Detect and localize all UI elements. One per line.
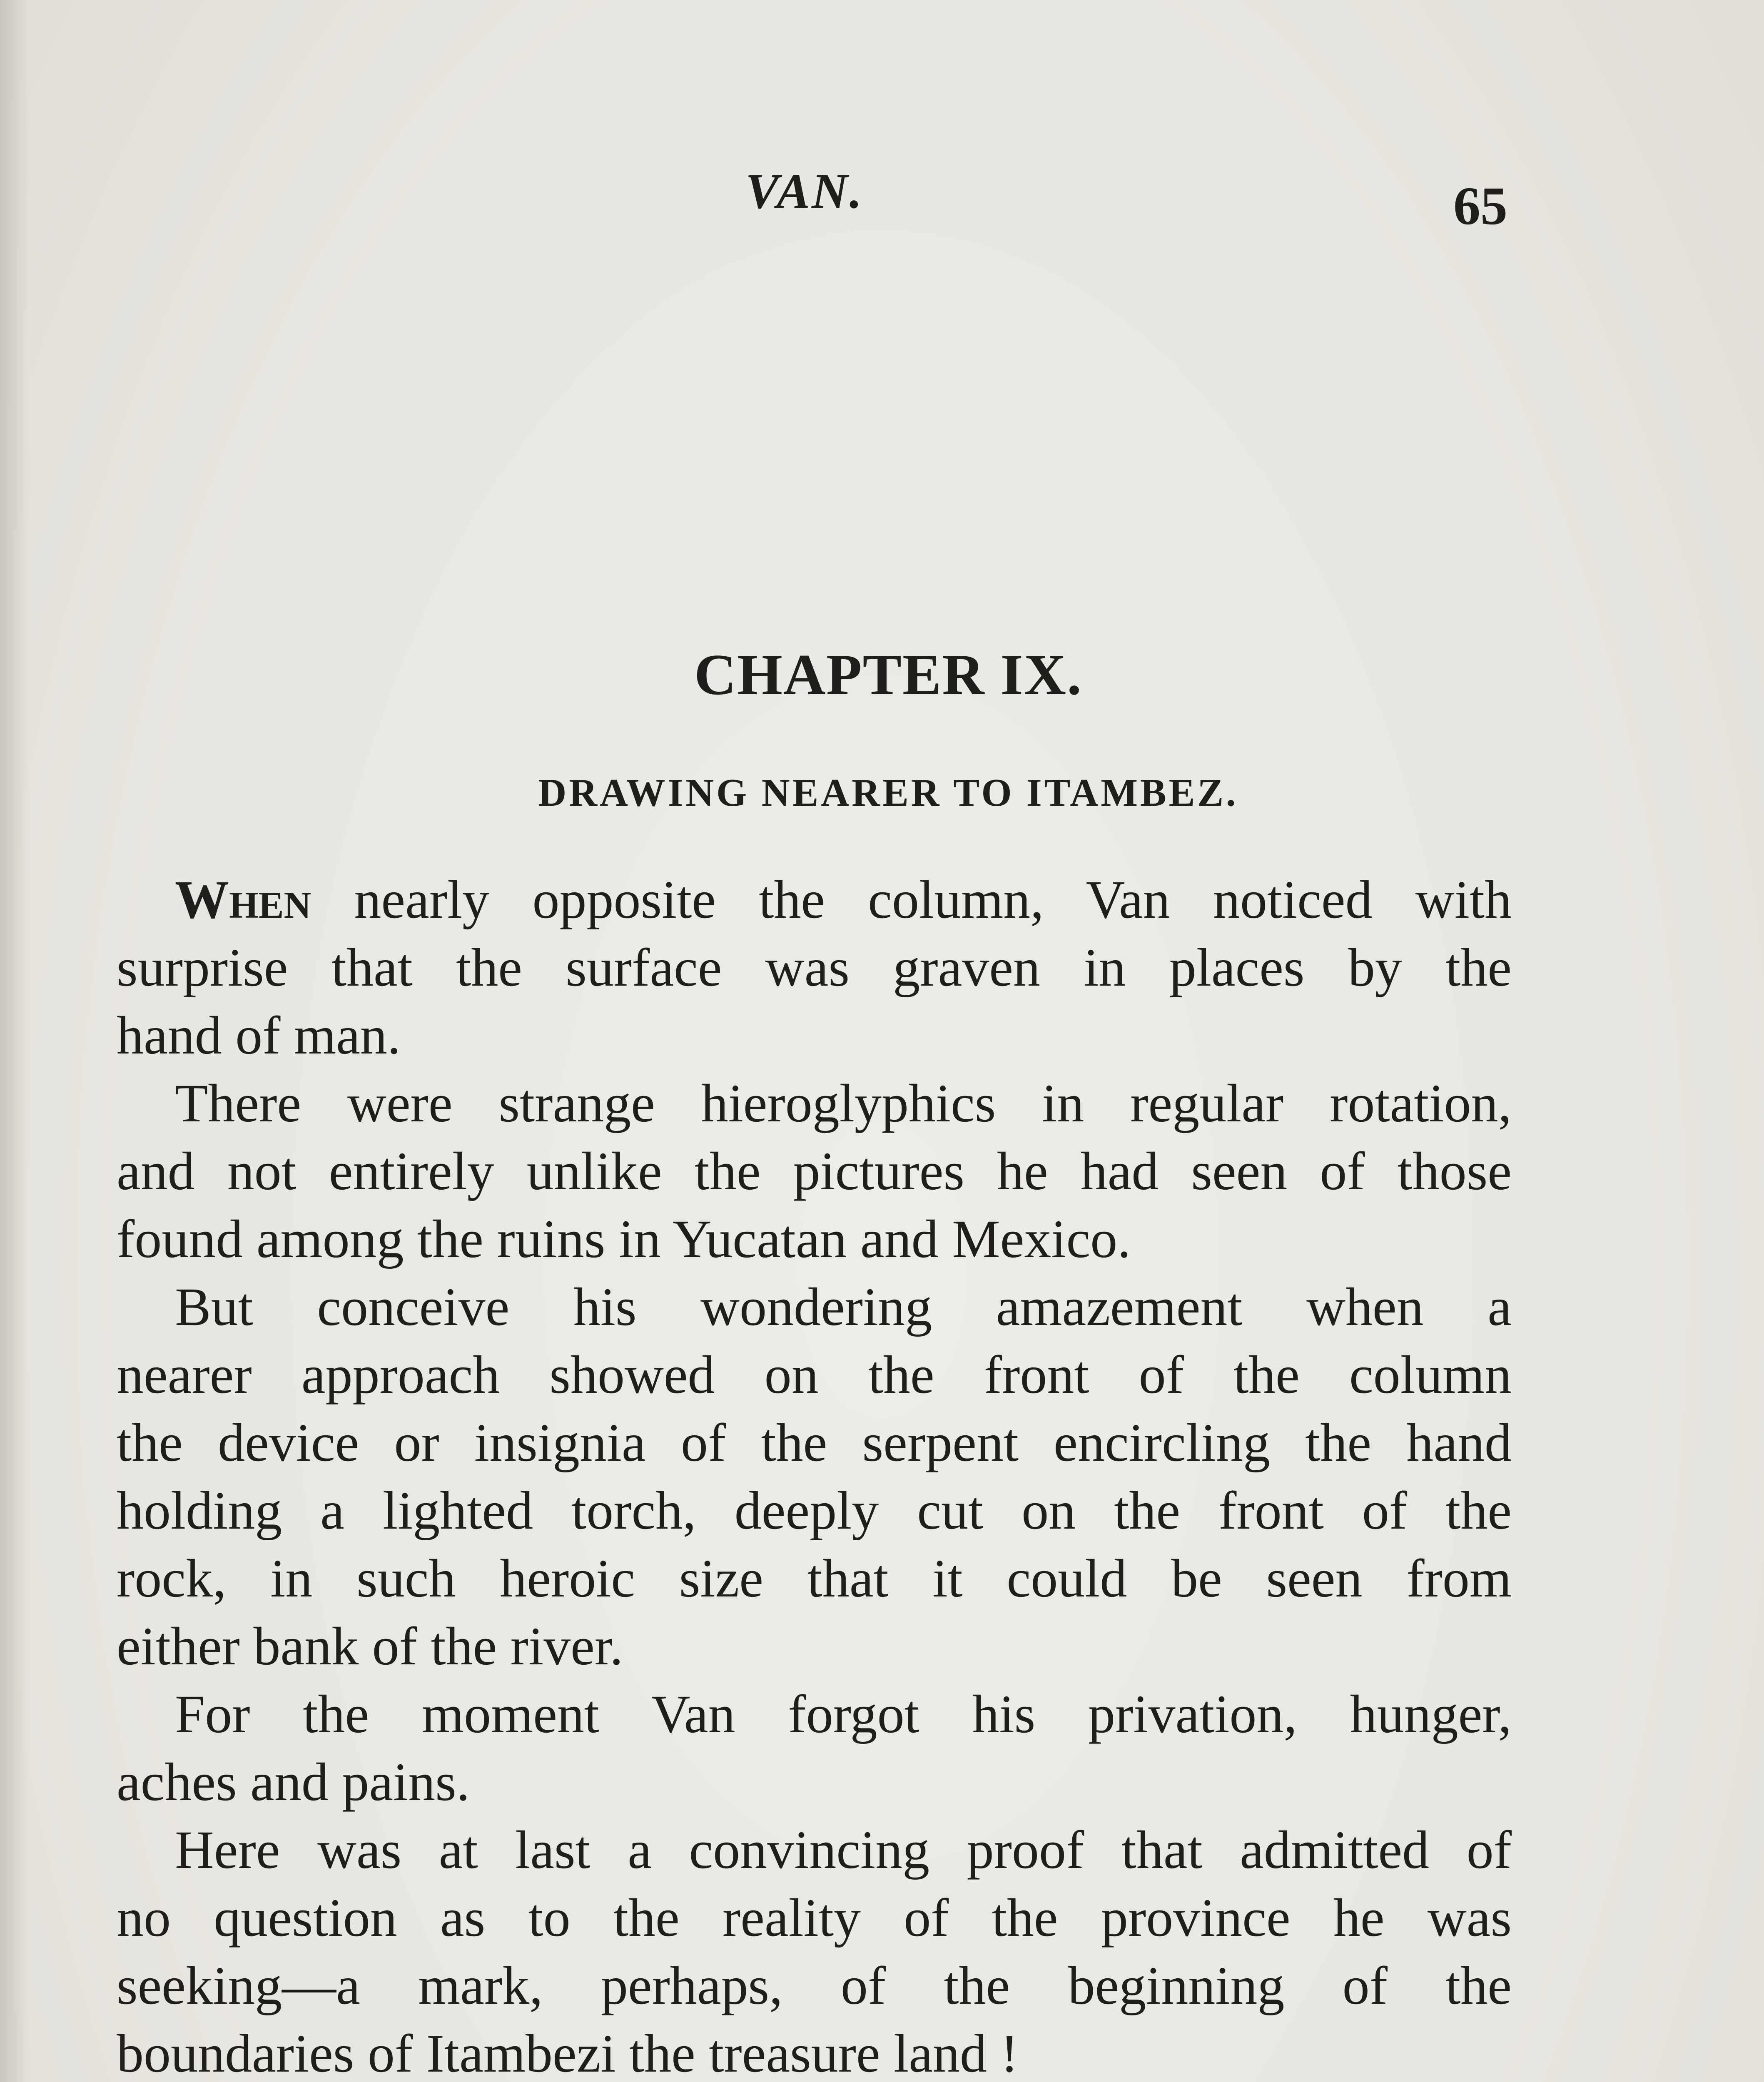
chapter-title: CHAPTER IX. (694, 643, 1083, 707)
chapter-subtitle: DRAWING NEARER TO ITAMBEZ. (538, 771, 1238, 814)
text-line: aches and pains. (117, 1752, 470, 1812)
text-line: There were strange hieroglyphics in regular rotation, (175, 1073, 1512, 1133)
text-line: Here was at last a convincing proof that admitted of (175, 1820, 1512, 1880)
text-line: For the moment Van forgot his privation, hunger, (175, 1684, 1512, 1744)
text-line: and not entirely unlike the pictures he had seen of those (117, 1141, 1512, 1201)
body-text (117, 866, 1512, 2082)
text-line: found among the ruins in Yucatan and Mexico. (117, 1209, 1131, 1269)
text-line (117, 866, 1512, 934)
text-line: boundaries of Itambezi the treasure land ! (117, 2024, 1019, 2082)
text-line: seeking—a mark, perhaps, of the beginning of the (117, 1956, 1512, 2016)
page-number: 65 (1453, 176, 1507, 236)
text-line: hand of man. (117, 1006, 401, 1066)
text-line: the device or insignia of the serpent encircling the hand (117, 1413, 1512, 1473)
text-line: holding a lighted torch, deeply cut on the front of the (117, 1481, 1512, 1541)
text-line: surprise that the surface was graven in places by the (117, 938, 1512, 998)
page-gutter-shadow (0, 0, 29, 2082)
text-line: But conceive his wondering amazement when a (175, 1277, 1512, 1337)
text-fragment: nearly opposite the column, Van noticed with (311, 870, 1512, 930)
running-head: VAN. (745, 163, 864, 219)
text-line: rock, in such heroic size that it could be seen from (117, 1549, 1512, 1609)
text-line: nearer approach showed on the front of the column (117, 1345, 1512, 1405)
text-line: either bank of the river. (117, 1616, 623, 1676)
opening-word: When (175, 870, 311, 930)
text-line: no question as to the reality of the province he was (117, 1888, 1512, 1948)
